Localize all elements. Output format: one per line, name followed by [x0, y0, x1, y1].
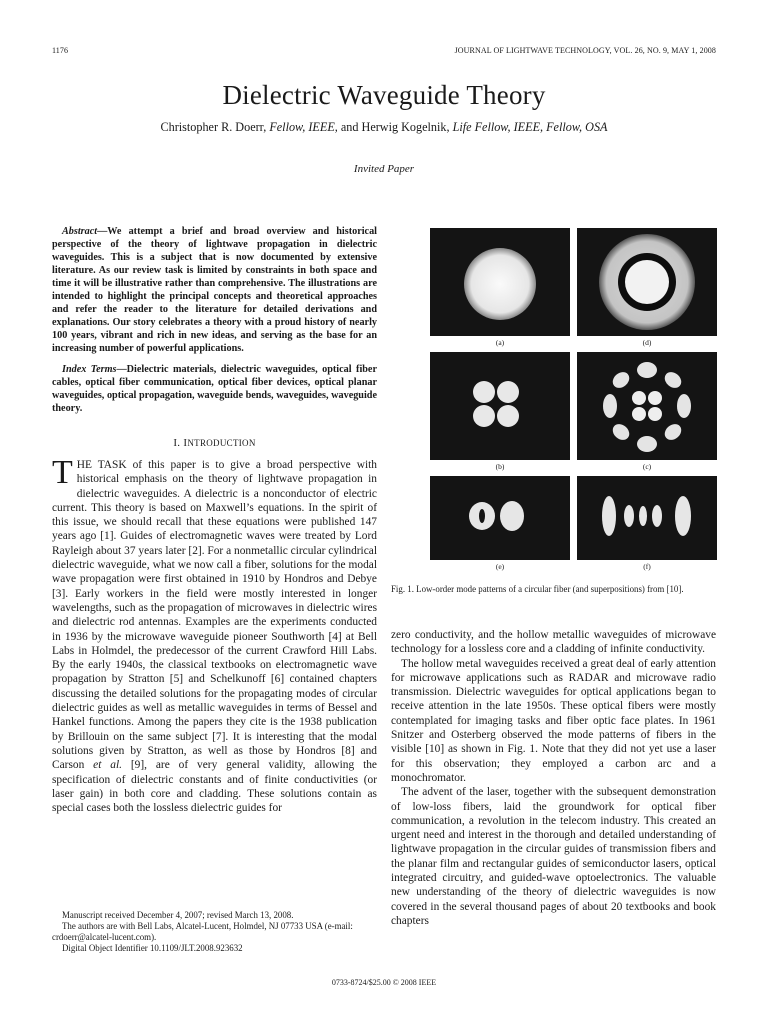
introduction-body: [52, 454, 377, 815]
section-heading: I. INTRODUCTION: [173, 437, 256, 449]
author-conjunction: and: [337, 120, 362, 134]
mode-pattern-e: [430, 476, 570, 560]
figure-1: [430, 228, 718, 574]
panel-label-c: (c): [642, 462, 652, 471]
index-terms: [52, 363, 377, 415]
abstract: [52, 225, 377, 355]
author-name: Christopher R. Doerr,: [160, 120, 270, 134]
footnote-affiliation: The authors are with Bell Labs, Alcatel-Lucent, Holmdel, NJ 07733 USA (e-mail: crdoerr@alcatel-lucent.com).: [52, 921, 353, 942]
mode-pattern-f: [577, 476, 717, 560]
mode-pattern-b: [430, 352, 570, 460]
left-column: [52, 225, 377, 815]
panel-label-b: (b): [495, 462, 505, 471]
intro-paragraph: THE TASK of this paper is to give a broad perspective with historical emphasis on the theory of lightwave propagation in dielectric waveguides. A dielectric is a nonconductor of electric current. This theory is based on Maxwell’s equations. In the spirit of this issue, we should recall that these equations were published 147 years ago [1]. Guides of electromagnetic waves were treated by Lord Rayleigh about 37 years later [2]. For a nonmetallic circular cylindrical dielectric waveguide, what we now call a fiber, solutions for the modal wave propagation were first obtained in 1910 by Hondros and Debye [3]. Early workers in the field were mostly interested in longer wavelengths, such as the propagation of microwaves in dielectric wires and dielectric rod antennas. Examples are the experiments conducted in 1936 by the microwave waveguide pioneer Southworth [4] at Bell Labs in Holmdel, the predecessor of the current Crawford Hill Labs. By the early 1940s, the classical textbooks on electromagnetic wave propagation by Stratton [5] and Schelkunoff [6] contained chapters discussing the detailed solutions for the propagating modes of circular dielectric guides as well as metallic waveguides in terms of Bessel and Hankel functions. Among the papers they cite is the 1938 publication by Brillouin on the same subject [7]. It is interesting that the modal solutions given by Stratton, as well as those by Hondros [8] and Carson et al. [9], are of very general validity, allowing the specification of dielectric constants and of finite conductivities (or laser gain) in both core and cladding. These solutions contain as special cases both the lossless dielectric guides for: [52, 454, 377, 815]
footnote-doi: Digital Object Identifier 10.1109/JLT.2008.923632: [62, 943, 243, 953]
mode-pattern-c-image: [577, 352, 717, 460]
mode-pattern-e-image: [430, 476, 570, 560]
author-line: [0, 120, 768, 135]
mode-pattern-c: [577, 352, 717, 460]
index-terms-text: —Dielectric materials, dielectric waveguides, optical fiber cables, optical fiber communication, optical fiber devices, optical planar waveguides, optical propagation, waveguide bends, waveguides, waveguide theory.: [52, 364, 377, 414]
mode-pattern-d: [577, 228, 717, 336]
footnote-received: Manuscript received December 4, 2007; revised March 13, 2008.: [62, 910, 294, 920]
abstract-label: Abstract: [62, 226, 98, 237]
body-paragraph: zero conductivity, and the hollow metallic waveguides of microwave technology for a lossless core and a cladding of infinite conductivity.: [391, 629, 716, 656]
author-affiliation: Life Fellow, IEEE, Fellow, OSA: [452, 120, 608, 134]
journal-citation: JOURNAL OF LIGHTWAVE TECHNOLOGY, VOL. 26, NO. 9, MAY 1, 2008: [454, 46, 716, 55]
page-number: 1176: [52, 46, 69, 55]
panel-label-a: (a): [495, 338, 505, 347]
panel-label-f: (f): [643, 562, 651, 571]
panel-label-e: (e): [495, 562, 505, 571]
mode-pattern-a: [430, 228, 570, 336]
paper-type: Invited Paper: [353, 163, 415, 175]
mode-pattern-d-image: [577, 228, 717, 336]
paper-title: Dielectric Waveguide Theory: [222, 80, 546, 110]
body-paragraph: The advent of the laser, together with the subsequent demonstration of low-loss fibers, laid the groundwork for optical fiber communication, a revolution in the telecom industry. This created an urgent need and interest in the thorough and detailed understanding of lightwave propagation in the circular guides of transmission fibers and the planar film and rectangular guides of semiconductor lasers, optical integrated circuitry, and guided-wave optoelectronics. The valuable new understanding of the theory of dielectric waveguides is now covered in the several thousand pages of about 20 textbooks and book chapters: [391, 786, 716, 927]
right-column-body: [391, 628, 716, 928]
index-terms-label: Index Terms: [62, 364, 117, 375]
abstract-text: —We attempt a brief and broad overview and historical perspective of the theory of lightwave propagation in dielectric waveguides. This is a subject that is now documented by extensive literature. As our review task is limited by constraints in both space and time it will be illustrative rather than comprehensive. The illustrations are intended to highlight the principal concepts and theoretical approaches and refer the reader to the literature for detailed derivations and explanations. Our story celebrates a theory with a proud history of nearly 100 years, vibrant and rich in new ideas, and serving as the base for an increasing number of powerful applications.: [52, 226, 377, 354]
panel-label-d: (d): [642, 338, 652, 347]
author-name: Herwig Kogelnik,: [361, 120, 453, 134]
running-head: [52, 46, 716, 55]
drop-cap: T: [52, 454, 73, 491]
figure-caption: Fig. 1. Low-order mode patterns of a circular fiber (and superpositions) from [10].: [391, 584, 684, 594]
copyright-footer: 0733-8724/$25.00 © 2008 IEEE: [331, 978, 437, 987]
footnote: [52, 910, 377, 954]
body-paragraph: The hollow metal waveguides received a great deal of early attention for microwave applications such as RADAR and microwave radio transmission. Dielectric waveguides for optical applications began to receive attention in the late 1950s. These optical fibers were mostly contemplated for imaging tasks and fiber optic face plates. In 1961 Snitzer and Osterberg observed the mode patterns of fibers in the visible [10] as shown in Fig. 1. Note that they did not yet use a laser for this observation; they employed a carbon arc and a monochromator.: [391, 657, 716, 784]
mode-pattern-b-image: [430, 352, 570, 460]
mode-pattern-a-image: [430, 228, 570, 336]
mode-pattern-f-image: [577, 476, 717, 560]
author-affiliation: Fellow, IEEE,: [269, 120, 338, 134]
